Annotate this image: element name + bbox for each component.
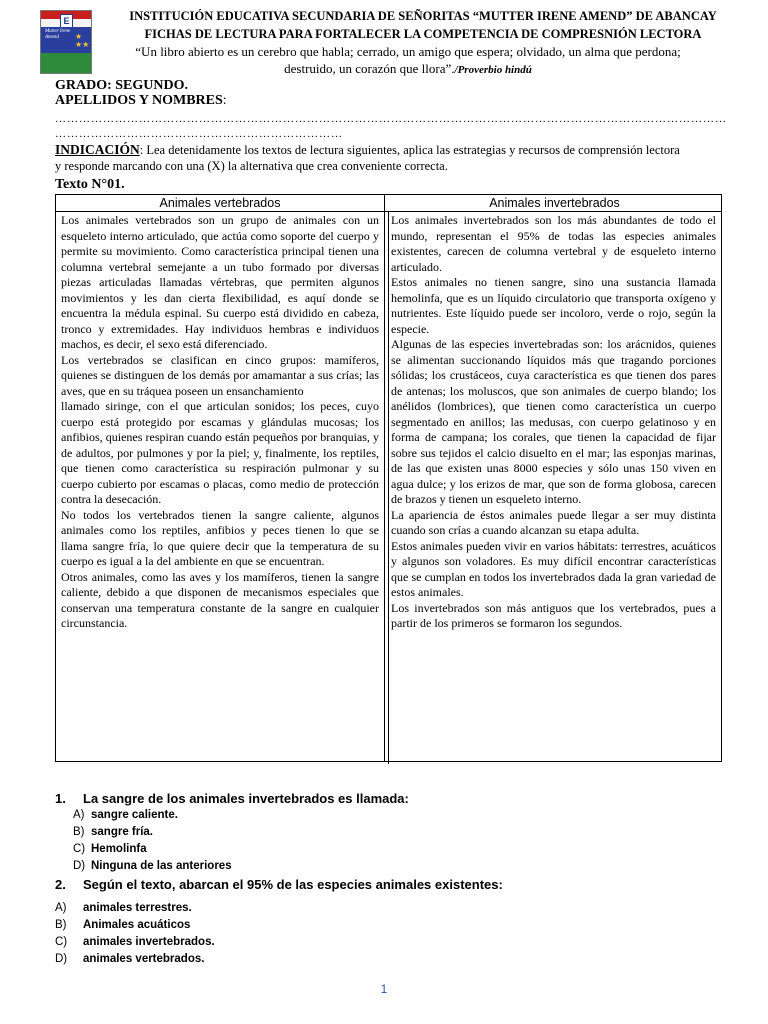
q1-option-a[interactable] — [73, 809, 178, 821]
logo-motto: Mutter Irene Amend — [45, 29, 71, 40]
option-letter: D) — [73, 860, 86, 872]
question-number: 1. — [55, 791, 66, 806]
names-label-line — [55, 93, 227, 109]
institution-title: INSTITUCIÓN EDUCATIVA SECUNDARIA DE SEÑORITAS “MUTTER IRENE AMEND” DE ABANCAY — [129, 9, 717, 23]
vertebrados-paragraph: No todos los vertebrados tienen la sangre caliente, algunos animales como los reptiles, anfibios y peces tienen lo que se llama sangre fría, lo que quiere decir que la temperatura de su cuerpo es igual a la del ambiente en que se encuentran. — [61, 507, 379, 568]
question-number: 2. — [55, 877, 66, 892]
invertebrados-text — [391, 213, 716, 632]
option-letter: A) — [55, 902, 67, 914]
option-text: Hemolinfa — [91, 843, 147, 855]
logo-green-band — [41, 53, 91, 73]
logo-letter: E — [60, 14, 73, 28]
invertebrados-paragraph: La apariencia de éstos animales puede llegar a ser muy distinta cuando son crías a cuando alcanzan su etapa adulta. — [391, 507, 716, 537]
q1-option-d[interactable] — [73, 860, 232, 872]
indication-text: : Lea detenidamente los textos de lectura siguientes, aplica las estrategias y recursos de comprensión lectora y responde marcando con una (X) la alternativa que crea conveniente correcta. — [55, 143, 680, 173]
quote-text: “Un libro abierto es un cerebro que habla; cerrado, un amigo que espera; olvidado, un alma que perdona; destruido, un corazón que llora”. — [135, 44, 681, 76]
vertebrados-paragraph: Los vertebrados se clasifican en cinco grupos: mamíferos, quienes se distinguen de los demás por amamantar a sus crías; las aves, que en su tráquea poseen un ensanchamiento — [61, 352, 379, 398]
question-text: La sangre de los animales invertebrados es llamada: — [83, 791, 409, 806]
grade-label: GRADO: SEGUNDO. — [55, 78, 189, 93]
text-title: Texto N°01. — [55, 177, 125, 192]
option-letter: C) — [73, 843, 86, 855]
question-1 — [55, 791, 409, 806]
option-letter: B) — [73, 826, 85, 838]
table-header-row — [56, 195, 721, 212]
q2-option-b[interactable] — [55, 919, 190, 931]
invertebrados-paragraph: Los invertebrados son más antiguos que los vertebrados, pues a partir de los primeros se formaron los segundos. — [391, 600, 716, 630]
option-text: animales invertebrados. — [83, 936, 215, 948]
invertebrados-paragraph: Algunas de las especies invertebradas son: los arácnidos, quienes se alimentan succionando líquidos más que tragando porciones sólidas; los crustáceos, cuya característica es que tienen dos pares de antenas; los moluscos, que son animales de cuerpo blando; los anélidos (lombrices), que tienen como característica un cuerpo segmentado en anillos; las medusas, con cuerpo gelatinoso y en forma de campana; los corales, que tienen la capacidad de fijar sobre sus tejidos el calcio disuelto en el mar; las esponjas marinas, de las que existen unas 8000 especies y sólo unas 150 viven en agua dulce; y los erizos de mar, que son de forma globosa, carecen de brazos y tienen un esqueleto interno. — [391, 337, 716, 506]
header-quote — [108, 43, 708, 79]
school-logo — [40, 10, 92, 74]
option-letter: D) — [55, 953, 68, 965]
indication — [55, 142, 685, 174]
names-colon: : — [222, 93, 227, 108]
q2-option-a[interactable] — [55, 902, 192, 914]
names-fill-line-2[interactable]: ……………………………………………………………… — [55, 128, 343, 140]
question-2 — [55, 877, 503, 892]
q1-option-c[interactable] — [73, 843, 147, 855]
quote-source: /Proverbio hindú — [454, 64, 532, 76]
option-text: sangre caliente. — [91, 809, 178, 821]
option-letter: A) — [73, 809, 85, 821]
invertebrados-paragraph: Los animales invertebrados son los más abundantes de todo el mundo, representan el 95% de todas las especies animales existentes, carecen de columna vertebral y de esqueleto interno articulado. — [391, 213, 716, 274]
indication-label: INDICACIÓN — [55, 142, 140, 157]
vertebrados-paragraph: Los animales vertebrados son un grupo de animales con un esqueleto interno articulado, que actúa como soporte del cuerpo y permite su movimiento. Como característica principal tienen una columna vertebral semejante a un tubo formado por diversas piezas articuladas llamadas vértebras, que permiten algunos movimientos y les dan cierta flexibilidad, es aquí donde se encuentra la médula espinal. Su cuerpo está dividido en cabeza, tronco y extremidades. Hay individuos hembras e individuos machos, es decir, el sexo está diferenciado. — [61, 213, 379, 351]
option-text: animales vertebrados. — [83, 953, 205, 965]
q2-option-c[interactable] — [55, 936, 215, 948]
q1-option-b[interactable] — [73, 826, 153, 838]
header-vertebrados: Animales vertebrados — [159, 196, 281, 210]
names-fill-line-1[interactable]: …………………………………………………………………………………………………………………………………………………… — [55, 113, 727, 125]
reading-table — [55, 194, 722, 762]
column-divider-inner — [388, 212, 389, 764]
invertebrados-paragraph: Estos animales no tienen sangre, sino una sustancia llamada hemolinfa, que es un líquido circulatorio que transporta oxígeno y nutrientes. Este líquido puede ser incoloro, verde o rojo, según la especie. — [391, 275, 716, 336]
option-text: Ninguna de las anteriores — [91, 860, 232, 872]
vertebrados-text — [61, 213, 379, 632]
invertebrados-paragraph: Estos animales pueden vivir en varios hábitats: terrestres, acuáticos y algunos son voladores. Es muy difícil encontrar características que se cumplan en todos los invertebrados dada la gran variedad de estos animales. — [391, 538, 716, 599]
option-letter: C) — [55, 936, 68, 948]
star-icon: ★ ★★ — [75, 32, 90, 49]
header-invertebrados: Animales invertebrados — [489, 196, 620, 210]
column-divider — [384, 195, 385, 761]
q2-option-d[interactable] — [55, 953, 204, 965]
option-letter: B) — [55, 919, 67, 931]
vertebrados-paragraph: llamado siringe, con el que articulan sonidos; los peces, cuyo cuerpo está protegido por escamas y glándulas mucosas; los anfibios, quienes respiran cuando están pequeños por branquias, y de adultos, por pulmones y por la piel; y, finalmente, los reptiles, que tienen como característica su respiración pulmonar y su cuerpo cubierto por escamas o placas, como medio de protección contra la desecación. — [61, 399, 379, 506]
option-text: animales terrestres. — [83, 902, 192, 914]
option-text: sangre fría. — [91, 826, 153, 838]
option-text: Animales acuáticos — [83, 919, 191, 931]
worksheet-title: FICHAS DE LECTURA PARA FORTALECER LA COMPETENCIA DE COMPRESNIÓN LECTORA — [144, 27, 702, 41]
names-label: APELLIDOS Y NOMBRES — [55, 93, 223, 108]
page-number: 1 — [380, 982, 388, 996]
question-text: Según el texto, abarcan el 95% de las especies animales existentes: — [83, 877, 503, 892]
vertebrados-paragraph: Otros animales, como las aves y los mamíferos, tienen la sangre caliente, debido a que disponen de mecanismos especiales que conservan una temperatura constante de la sangre en cualquier circunstancia. — [61, 569, 379, 630]
